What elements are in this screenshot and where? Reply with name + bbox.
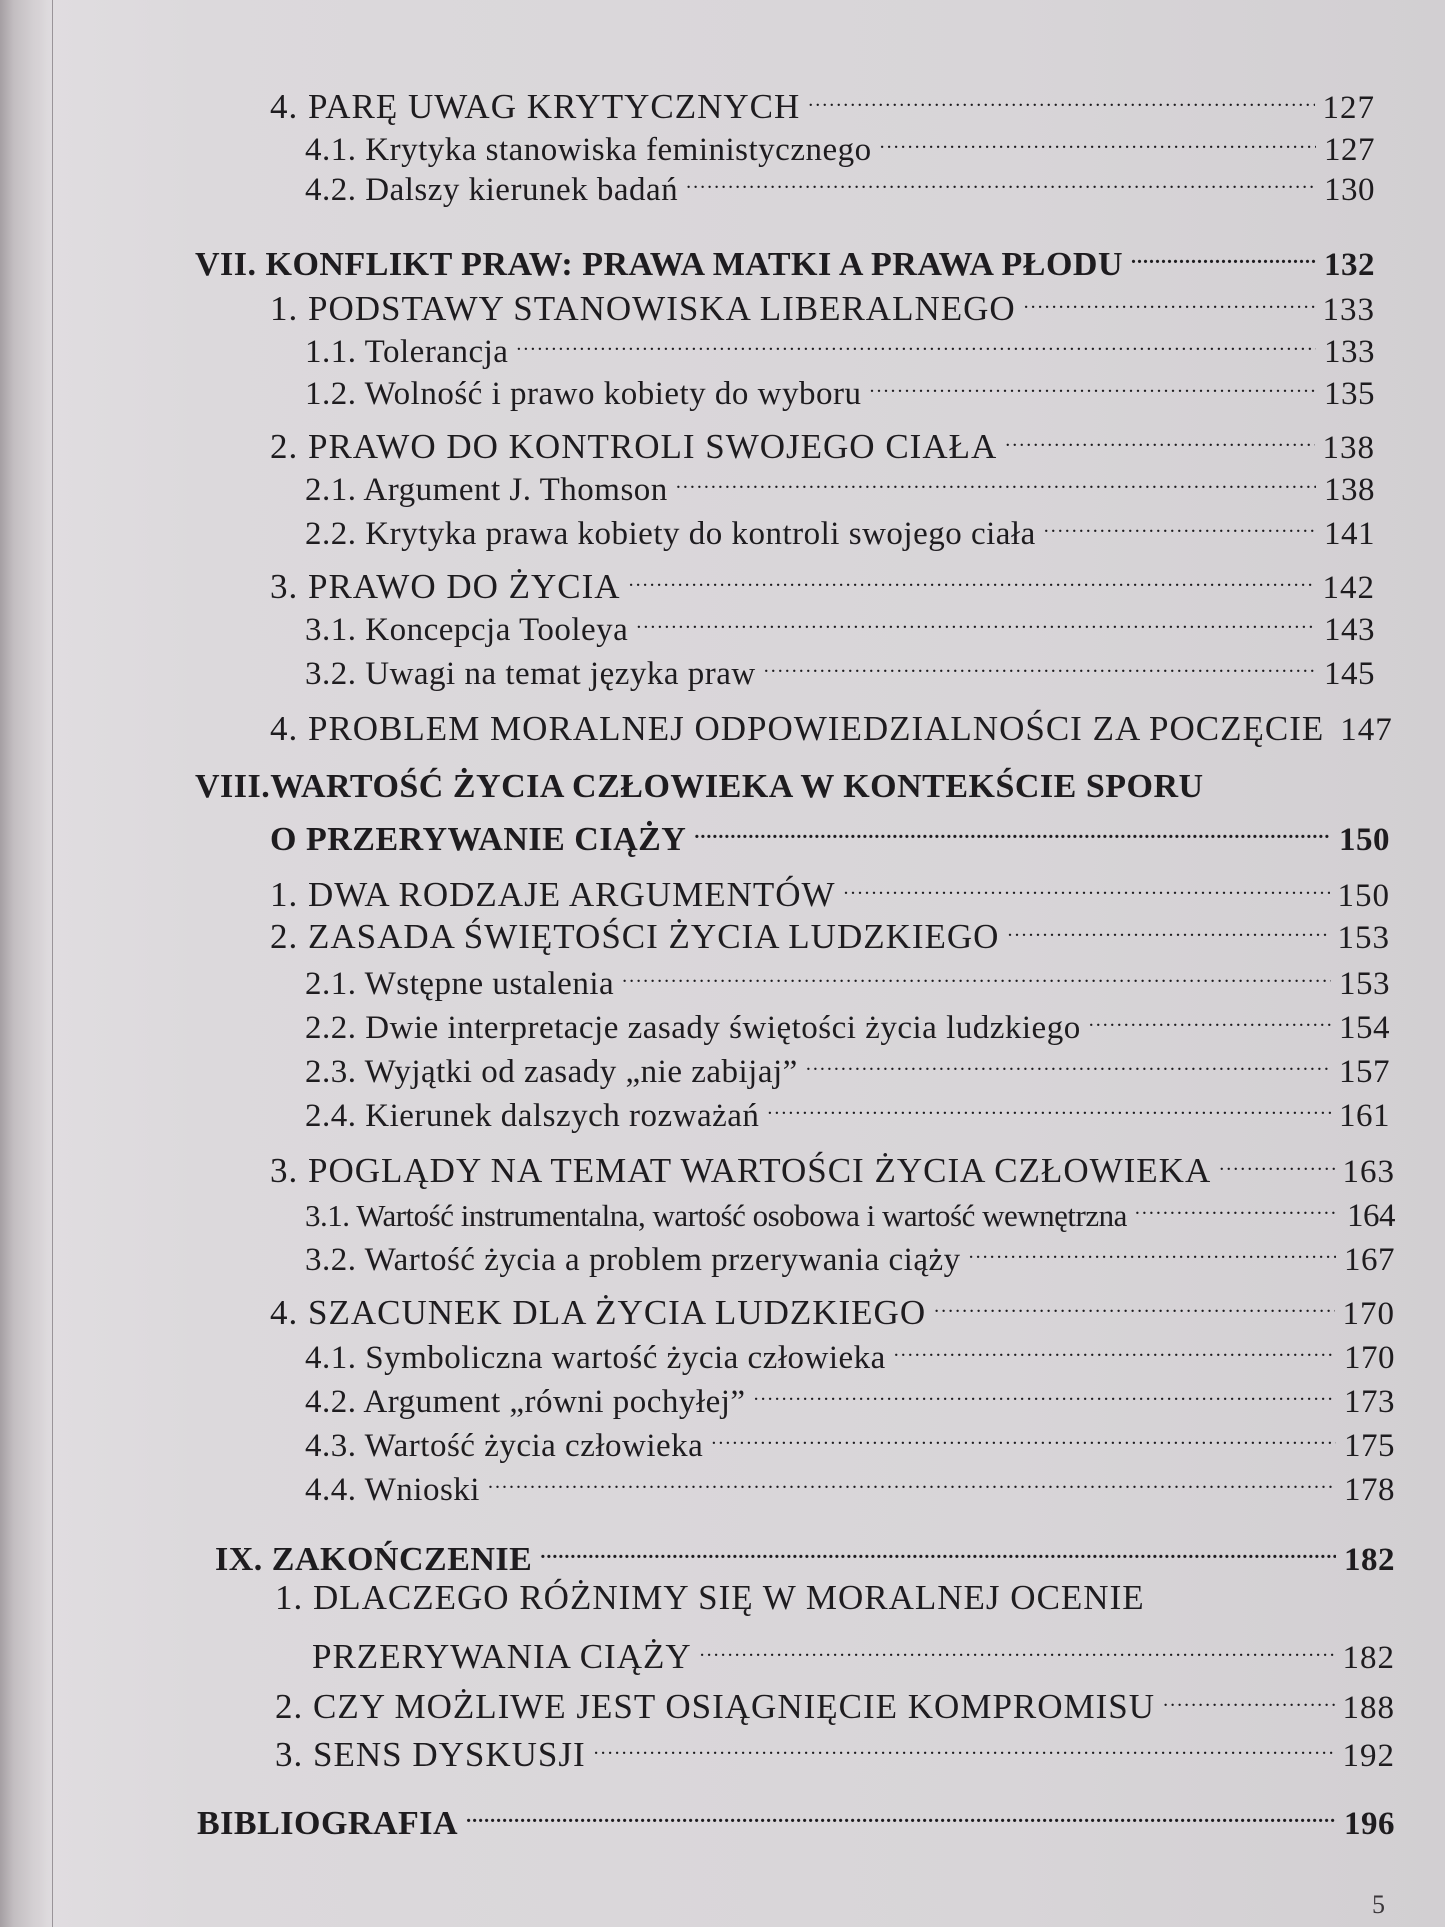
toc-entry [305,1416,1395,1462]
toc-leader [808,78,1314,118]
toc-entry-page: 141 [1324,516,1375,552]
toc-entry-title: 4. PARĘ UWAG KRYTYCZNYCH [270,87,801,126]
toc-entry-page: 167 [1344,1242,1395,1278]
toc-leader [686,160,1316,200]
toc-leader [694,810,1331,850]
toc-entry [270,418,1375,464]
toc-entry-title: 4. SZACUNEK DLA ŻYCIA LUDZKIEGO [270,1293,927,1332]
toc-entry-page: 127 [1322,90,1375,126]
toc-leader [516,322,1316,362]
toc-entry [305,644,1375,690]
toc-entry-page: 143 [1324,612,1375,648]
toc-entry-title: 2.3. Wyjątki od zasady „nie zabijaj” [305,1054,798,1090]
toc-entry-title: 1.2. Wolność i prawo kobiety do wyboru [305,376,862,412]
toc-entry-page: 178 [1344,1472,1395,1508]
toc-entry-title: 2.1. Wstępne ustalenia [305,966,615,1002]
toc-entry [270,866,1390,912]
toc-entry [305,322,1375,368]
toc-entry [305,1328,1395,1374]
toc-entry-title: 2. PRAWO DO KONTROLI SWOJEGO CIAŁA [270,427,998,466]
toc-entry-page: 147 [1340,712,1393,748]
toc-leader [676,460,1316,500]
toc-entry-page: 133 [1324,334,1375,370]
toc-entry-page: 161 [1339,1098,1390,1134]
toc-entry [305,1086,1390,1132]
toc-leader [806,1042,1331,1082]
toc-leader [764,644,1316,684]
toc-entry-page: 133 [1322,292,1375,328]
toc-entry-page: 164 [1347,1198,1395,1234]
toc-leader [629,558,1315,598]
toc-entry [275,1678,1395,1724]
toc-leader [488,1460,1336,1500]
toc-entry-title: 4.3. Wartość życia człowieka [305,1428,704,1464]
toc-chapter-title-continued: O PRZERYWANIE CIĄŻY [270,821,687,858]
toc-entry-page: 153 [1339,966,1390,1002]
toc-leader [880,120,1316,160]
toc-entry-page: 192 [1342,1738,1395,1774]
toc-chapter-title: VII. KONFLIKT PRAW: PRAWA MATKI A PRAWA PŁODU [195,246,1124,283]
toc-leader [969,1230,1336,1270]
toc-entry-page: 138 [1324,472,1375,508]
toc-entry-title: 3.1. Wartość instrumentalna, wartość osobowa i wartość wewnętrzna [305,1198,1127,1233]
toc-entry-title: 3. PRAWO DO ŻYCIA [270,567,621,606]
toc-entry-title: 2.1. Argument J. Thomson [305,472,668,508]
toc-entry-title: 2. ZASADA ŚWIĘTOŚCI ŻYCIA LUDZKIEGO [270,917,1000,956]
toc-entry [270,908,1390,954]
toc-chapter-page: 150 [1339,822,1390,858]
toc-chapter [215,1530,1395,1576]
toc-entry [305,998,1390,1044]
toc-leader [754,1372,1336,1412]
toc-entry-page: 157 [1339,1054,1390,1090]
toc-leader [844,866,1330,906]
toc-entry-page: 138 [1322,430,1375,466]
toc-leader [1044,504,1316,544]
toc-chapter-page: 132 [1324,247,1375,283]
toc-leader [636,600,1316,640]
toc-leader [1089,998,1331,1038]
toc-chapter-title: VIII.WARTOŚĆ ŻYCIA CZŁOWIEKA W KONTEKŚCIE SPORU [195,768,1204,805]
toc-chapter [195,235,1375,281]
toc-entry-title: 1. DLACZEGO RÓŻNIMY SIĘ W MORALNEJ OCENIE [275,1578,1145,1617]
toc-leader [594,1726,1335,1766]
toc-entry-title: 3. POGLĄDY NA TEMAT WARTOŚCI ŻYCIA CZŁOWIEKA [270,1151,1212,1190]
toc-entry [305,160,1375,206]
toc-entry [305,364,1375,410]
toc-leader [1219,1142,1334,1182]
toc-entry-page: 188 [1342,1690,1395,1726]
toc-entry-page: 170 [1342,1296,1395,1332]
toc-entry-page: 142 [1322,570,1375,606]
toc-leader [622,954,1331,994]
toc-chapter [270,810,1390,856]
toc-leader [711,1416,1336,1456]
toc-entry-title: 2. CZY MOŻLIWE JEST OSIĄGNIĘCIE KOMPROMISU [275,1687,1156,1726]
toc-entry-title: 3.1. Koncepcja Tooleya [305,612,629,648]
toc-entry-title: 4. PROBLEM MORALNEJ ODPOWIEDZIALNOŚCI ZA POCZĘCIE [270,709,1325,748]
toc-leader [767,1086,1331,1126]
toc-entry-title: 4.1. Krytyka stanowiska feministycznego [305,132,872,168]
toc-entry-title: 4.2. Dalszy kierunek badań [305,172,679,208]
toc-leader [1024,280,1315,320]
toc-entry-title: 1.1. Tolerancja [305,334,509,370]
toc-entry [270,78,1375,124]
toc-entry-title: 3. SENS DYSKUSJI [275,1735,586,1774]
toc-entry-title: 1. PODSTAWY STANOWISKA LIBERALNEGO [270,289,1016,328]
toc-entry [305,1230,1395,1276]
toc-chapter-title: BIBLIOGRAFIA [197,1805,459,1842]
toc-entry-title: 1. DWA RODZAJE ARGUMENTÓW [270,875,836,914]
toc-chapter [197,1794,1395,1840]
toc-entry [270,280,1375,326]
toc-entry-page: 130 [1324,172,1375,208]
toc-entry-page: 170 [1344,1340,1395,1376]
toc-entry-page: 150 [1337,878,1390,914]
toc-entry [305,1460,1395,1506]
toc-entry [305,954,1390,1000]
toc-leader [934,1284,1334,1324]
toc-entry [305,460,1375,506]
toc-entry [275,1726,1395,1772]
toc-leader [1131,235,1316,275]
toc-entry-page: 154 [1339,1010,1390,1046]
toc-entry-page: 135 [1324,376,1375,412]
toc-entry [270,1284,1395,1330]
toc-leader [540,1530,1336,1570]
toc-entry-page: 163 [1342,1154,1395,1190]
toc-entry-title: 3.2. Wartość życia a problem przerywania ciąży [305,1242,961,1278]
toc-entry-title: 2.4. Kierunek dalszych rozważań [305,1098,760,1134]
toc-entry [305,1372,1395,1418]
toc-entry [270,558,1375,604]
toc-chapter-page: 182 [1344,1542,1395,1578]
toc-leader [466,1794,1336,1834]
toc-entry [305,1186,1395,1232]
toc-leader [1163,1678,1334,1718]
toc-entry [270,700,1393,748]
toc-entry [305,504,1375,550]
toc-entry-title: 3.2. Uwagi na temat języka praw [305,656,756,692]
toc-leader [870,364,1316,404]
toc-leader [894,1328,1336,1368]
toc-entry-page: 175 [1344,1428,1395,1464]
toc-entry-title: 4.1. Symboliczna wartość życia człowieka [305,1340,886,1376]
toc-chapter-page: 196 [1344,1806,1395,1842]
toc-entry-page: 127 [1324,132,1375,168]
toc-entry [270,1142,1395,1188]
toc-entry-page: 173 [1344,1384,1395,1420]
toc-chapter-title: IX. ZAKOŃCZENIE [215,1541,533,1578]
toc-entry-page: 182 [1342,1640,1395,1676]
page-number: 5 [1372,1890,1385,1919]
toc-leader [1005,418,1314,458]
toc-leader [1135,1186,1339,1226]
toc-leader [1007,908,1329,948]
toc-entry-title: 2.2. Krytyka prawa kobiety do kontroli swojego ciała [305,516,1036,552]
toc-entry-page: 145 [1324,656,1375,692]
toc-entry [305,600,1375,646]
toc-leader [700,1628,1335,1668]
toc-entry-page: 153 [1337,920,1390,956]
toc-entry-title-continued: PRZERYWANIA CIĄŻY [312,1637,692,1676]
toc-entry [312,1628,1395,1674]
toc-entry-title: 4.2. Argument „równi pochyłej” [305,1384,746,1420]
toc-entry-title: 4.4. Wnioski [305,1472,480,1508]
toc-entry [305,1042,1390,1088]
toc-entry-title: 2.2. Dwie interpretacje zasady świętości życia ludzkiego [305,1010,1081,1046]
